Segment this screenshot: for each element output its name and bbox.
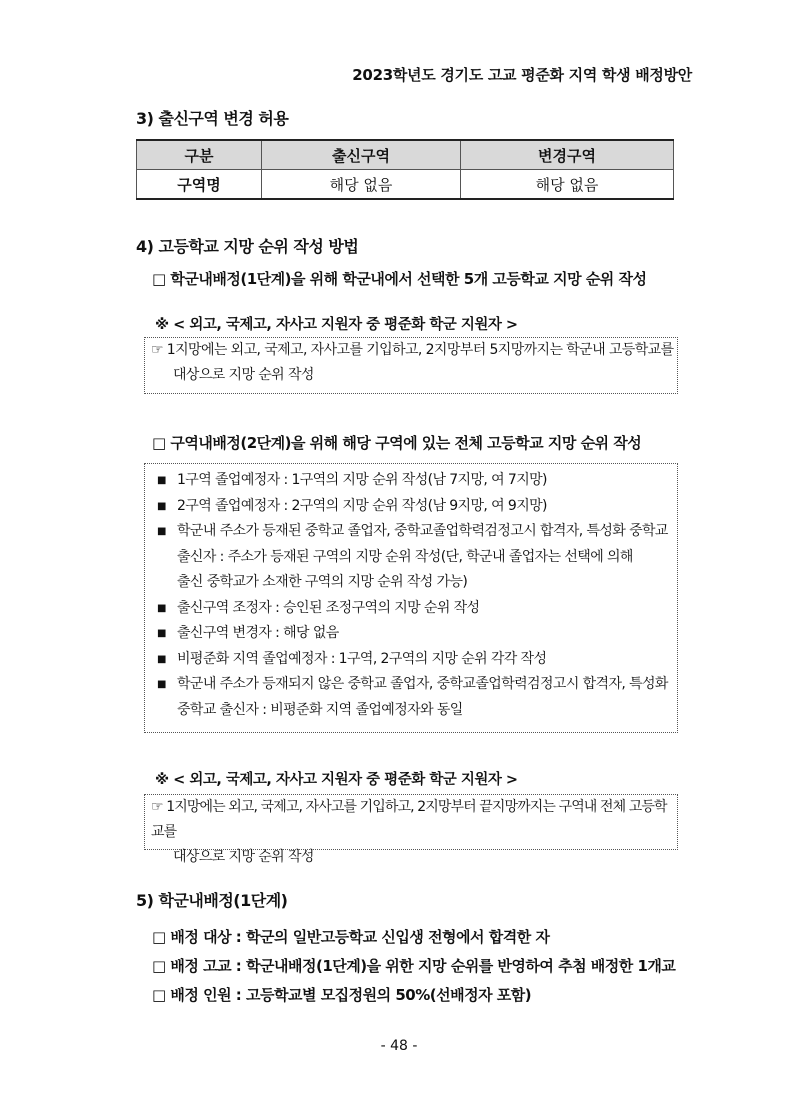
list-item: ■ 학군내 주소가 등재되지 않은 중학교 졸업자, 중학교졸업학력검정고시 합격자, 특성화 중학교 출신자 : 비평준화 지역 졸업예정자와 동일 (145, 672, 677, 723)
item-school-ranking: □ 학군내배정(1단계)을 위해 학군내에서 선택한 5개 고등학교 지망 순위 작성 (152, 270, 647, 288)
note-box (144, 794, 678, 865)
note-box (144, 337, 678, 394)
table-cell: 해당 없음 (262, 170, 461, 200)
table-cell: 구역명 (137, 170, 262, 200)
table-row (137, 170, 674, 200)
bullet-icon: ■ (157, 653, 166, 665)
table-header-cell: 구분 (137, 140, 262, 170)
bullet-icon: ■ (157, 526, 166, 537)
table-header-cell: 출신구역 (262, 140, 461, 170)
document-header: 2023학년도 경기도 고교 평준화 지역 학생 배정방안 (352, 66, 692, 84)
table-cell: 해당 없음 (461, 170, 674, 200)
bullet-list (145, 464, 677, 725)
note-title: ※ < 외고, 국제고, 자사고 지원자 중 평준화 학군 지원자 > (155, 772, 518, 788)
list-item: ■ 1구역 졸업예정자 : 1구역의 지망 순위 작성(남 7지망, 여 7지망) (145, 468, 677, 494)
bullet-icon: ■ (157, 500, 166, 512)
note-text: 대상으로 지망 순위 작성 (173, 849, 314, 865)
bullet-icon: ■ (157, 602, 166, 614)
bullet-icon: ■ (157, 475, 166, 486)
list-item: ■ 2구역 졸업예정자 : 2구역의 지망 순위 작성(남 9지망, 여 9지망) (145, 494, 677, 520)
bullet-box (144, 463, 678, 733)
note-text: ☞ 1지망에는 외고, 국제고, 자사고를 기입하고, 2지망부터 끝지망까지는 구역내 전체 고등학교를 (151, 799, 667, 840)
bullet-icon: ■ (157, 679, 166, 690)
note-text: ☞ 1지망에는 외고, 국제고, 자사고를 기입하고, 2지망부터 5지망까지는 학군내 고등학교를 (151, 342, 674, 358)
region-change-table (136, 139, 674, 200)
note-title: ※ < 외고, 국제고, 자사고 지원자 중 평준화 학군 지원자 > (155, 317, 518, 333)
section-5-heading: 5) 학군내배정(1단계) (136, 891, 288, 910)
section-4-heading: 4) 고등학교 지망 순위 작성 방법 (136, 237, 359, 256)
list-item: ■ 출신구역 조정자 : 승인된 조정구역의 지망 순위 작성 (145, 596, 677, 622)
table-header-row (137, 140, 674, 170)
bullet-icon: ■ (157, 628, 166, 639)
list-item: ■ 출신구역 변경자 : 해당 없음 (145, 621, 677, 647)
list-item: ■ 비평준화 지역 졸업예정자 : 1구역, 2구역의 지망 순위 각각 작성 (145, 647, 677, 673)
item-district-ranking: □ 구역내배정(2단계)을 위해 해당 구역에 있는 전체 고등학교 지망 순위 작성 (152, 434, 642, 452)
page-number: - 48 - (380, 1038, 418, 1054)
item-assign-target: □ 배정 대상 : 학군의 일반고등학교 신입생 전형에서 합격한 자 (152, 928, 550, 946)
note-text: 대상으로 지망 순위 작성 (173, 367, 314, 383)
list-item: ■ 학군내 주소가 등재된 중학교 졸업자, 중학교졸업학력검정고시 합격자, 특성화 중학교 출신자 : 주소가 등재된 구역의 지망 순위 작성(단, 학군내 졸업자는 선택에 의해 출신 중학교가 소재한 구역의 지망 순위 작성 가능) (145, 519, 677, 596)
section-3-heading: 3) 출신구역 변경 허용 (136, 109, 289, 128)
item-assign-school: □ 배정 고교 : 학군내배정(1단계)을 위한 지망 순위를 반영하여 추첨 배정한 1개교 (152, 957, 676, 975)
table-header-cell: 변경구역 (461, 140, 674, 170)
item-assign-quota: □ 배정 인원 : 고등학교별 모집정원의 50%(선배정자 포함) (152, 986, 532, 1004)
